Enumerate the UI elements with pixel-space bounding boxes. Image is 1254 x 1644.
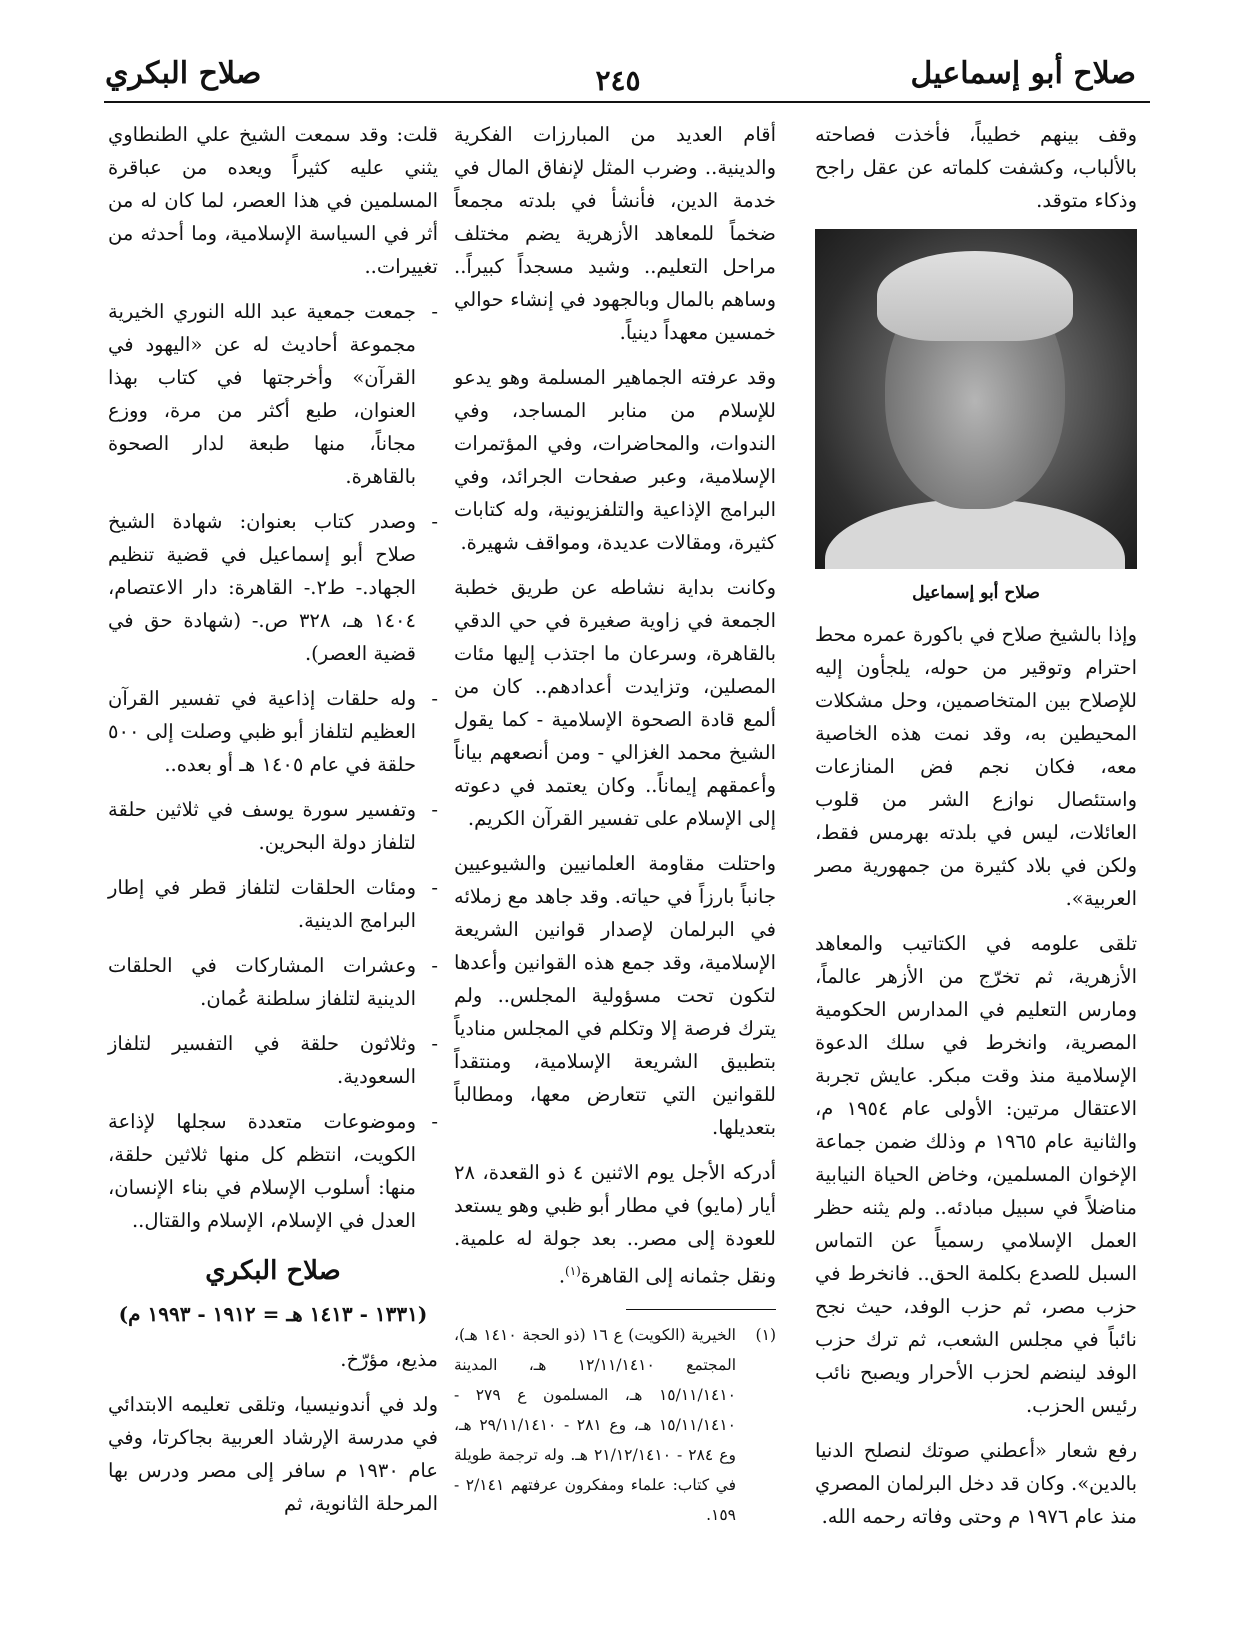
photo-caption: صلاح أبو إسماعيل bbox=[912, 583, 1040, 603]
list-dash: - bbox=[431, 798, 438, 821]
paragraph: قلت: وقد سمعت الشيخ علي الطنطاوي يثني عليه كثيراً ويعده من عباقرة المسلمين في هذا العصر، لما كان له من أثر في السياسة الإسلامية، وما أحدثه من تغييرات.. bbox=[108, 123, 438, 278]
list-item bbox=[108, 295, 438, 493]
paragraph: أقام العديد من المبارزات الفكرية والدينية.. وضرب المثل لإنفاق المال في خدمة الدين، فأنشأ في بلدته مجمعاً ضخماً للمعاهد الأزهرية يضم مختلف مراحل التعليم.. وشيد مسجداً كبيراً.. وساهم بالمال وبالجهود في إنشاء حوالي خمسين معهداً دينياً. bbox=[454, 123, 776, 344]
paragraph: واحتلت مقاومة العلمانيين والشيوعيين جانباً بارزاً في حياته. وقد جاهد مع زملائه في البرلمان لإصدار قوانين الشريعة الإسلامية، وقد جمع هذه القوانين وأعدها لتكون تحت مسؤولية المجلس.. ولم يترك فرصة إلا وتكلم في المجلس منادياً بتطبيق الشريعة الإسلامية، ومنتقداً للقوانين التي تتعارض معها، ومطالباً بتعديلها. bbox=[454, 852, 776, 1139]
list-dash: - bbox=[431, 1110, 438, 1133]
header-rule bbox=[104, 101, 1150, 103]
column-left bbox=[108, 118, 438, 1532]
biography-title: صلاح البكري bbox=[205, 1256, 341, 1286]
footnote bbox=[454, 1320, 776, 1530]
page-number: ٢٤٥ bbox=[595, 64, 641, 97]
list-item-text: وتفسير سورة يوسف في ثلاثين حلقة لتلفاز دولة البحرين. bbox=[108, 798, 416, 854]
list-item-text: وثلاثون حلقة في التفسير لتلفاز السعودية. bbox=[108, 1032, 416, 1088]
list-dash: - bbox=[431, 300, 438, 323]
list-dash: - bbox=[431, 1032, 438, 1055]
list-dash: - bbox=[431, 954, 438, 977]
paragraph: وقف بينهم خطيباً، فأخذت فصاحته بالألباب، وكشفت كلماته عن عقل راجح وذكاء متوقد. bbox=[815, 123, 1137, 212]
paragraph-text: أدركه الأجل يوم الاثنين ٤ ذو القعدة، ٢٨ أيار (مايو) في مطار أبو ظبي وهو يستعد للعودة إلى مصر.. بعد جولة له علمية. ونقل جثمانه إلى القاهرة bbox=[454, 1161, 776, 1288]
list-item bbox=[108, 1027, 438, 1093]
list-item-text: وموضوعات متعددة سجلها لإذاعة الكويت، انتظم كل منها ثلاثين حلقة، منها: أسلوب الإسلام في بناء الإنسان، العدل في الإسلام، الإسلام والقتال.. bbox=[108, 1110, 416, 1232]
paragraph: تلقى علومه في الكتاتيب والمعاهد الأزهرية، ثم تخرّج من الأزهر عالماً، ومارس التعليم في المدارس الحكومية المصرية، وانخرط في سلك الدعوة الإسلامية منذ وقت مبكر. عايش تجربة الاعتقال مرتين: الأولى عام ١٩٥٤ م، والثانية عام ١٩٦٥ م وذلك ضمن جماعة الإخوان المسلمين، وخاض الحياة النيابية مناضلاً في سبيل مبادئه.. ولم يثنه حظر العمل الإسلامي رسمياً عن التماس السبل للصدع بكلمة الحق.. فانخرط في حزب مصر، ثم حزب الوفد، حيث نجح نائباً في مجلس الشعب، ثم ترك حزب الوفد لينضم لحزب الأحرار ويصبح نائب رئيس الحزب. bbox=[815, 932, 1137, 1417]
photo-turban bbox=[877, 251, 1073, 341]
column-middle bbox=[454, 118, 776, 1530]
running-header-right: صلاح أبو إسماعيل bbox=[910, 56, 1136, 91]
footnote-rule bbox=[626, 1309, 776, 1310]
list-dash: - bbox=[431, 510, 438, 533]
list-item bbox=[108, 505, 438, 670]
paragraph: ولد في أندونيسيا، وتلقى تعليمه الابتدائي في مدرسة الإرشاد العربية بجاكرتا، وفي عام ١٩٣٠ م سافر إلى مصر ودرس بها المرحلة الثانوية، ثم bbox=[108, 1393, 438, 1515]
biography-role: مذيع، مؤرّخ. bbox=[340, 1348, 438, 1371]
paragraph: وقد عرفته الجماهير المسلمة وهو يدعو للإسلام من منابر المساجد، وفي الندوات، والمحاضرات، وفي المؤتمرات الإسلامية، وعبر صفحات الجرائد، وفي البرامج الإذاعية والتلفزيونية، وله كتابات كثيرة، ومقالات عديدة، ومواقف شهيرة. bbox=[454, 366, 776, 554]
list-item bbox=[108, 871, 438, 937]
list-item-text: وله حلقات إذاعية في تفسير القرآن العظيم لتلفاز أبو ظبي وصلت إلى ٥٠٠ حلقة في عام ١٤٠٥ هـ أو بعده.. bbox=[108, 687, 416, 776]
list-item-text: وعشرات المشاركات في الحلقات الدينية لتلفاز سلطنة عُمان. bbox=[108, 954, 416, 1010]
paragraph: وإذا بالشيخ صلاح في باكورة عمره محط احترام وتوقير من حوله، يلجأون إليه للإصلاح بين المتخاصمين، وحل مشكلات المحيطين به، وقد نمت هذه الخاصية معه، فكان نجم فض المنازعات واستئصال نوازع الشر من قلوب العائلات، ليس في بلدته بهرمس فقط، ولكن في بلاد كثيرة من جمهورية مصر العربية». bbox=[815, 623, 1137, 910]
list-item bbox=[108, 682, 438, 781]
paragraph: أدركه الأجل يوم الاثنين ٤ ذو القعدة، ٢٨ أيار (مايو) في مطار أبو ظبي وهو يستعد للعودة إلى مصر.. بعد جولة له علمية. ونقل جثمانه إلى القاهرة$^{(١)}$. bbox=[454, 1161, 776, 1288]
footnote-number: (١) bbox=[755, 1325, 776, 1344]
list-dash: - bbox=[431, 876, 438, 899]
list-item-text: وصدر كتاب بعنوان: شهادة الشيخ صلاح أبو إسماعيل في قضية تنظيم الجهاد.- ط٢.- القاهرة: دار الاعتصام، ١٤٠٤ هـ، ٣٢٨ ص.- (شهادة حق في قضية العصر). bbox=[108, 510, 417, 665]
footnote-reference: (١) bbox=[565, 1264, 581, 1278]
list-item bbox=[108, 1105, 438, 1237]
portrait-photo bbox=[815, 229, 1137, 569]
list-item bbox=[108, 949, 438, 1015]
list-dash: - bbox=[431, 687, 438, 710]
biography-dates: (١٣٣١ - ١٤١٣ هـ = ١٩١٢ - ١٩٩٣ م) bbox=[118, 1302, 428, 1326]
list-item-text: جمعت جمعية عبد الله النوري الخيرية مجموعة أحاديث له عن «اليهود في القرآن» وأخرجتها في كتاب بهذا العنوان، طبع أكثر من مرة، ووزع مجاناً، منها طبعة لدار الصحوة بالقاهرة. bbox=[108, 300, 416, 488]
column-right bbox=[815, 118, 1137, 1545]
paragraph: رفع شعار «أعطني صوتك لنصلح الدنيا بالدين». وكان قد دخل البرلمان المصري منذ عام ١٩٧٦ م وحتى وفاته رحمه الله. bbox=[814, 1439, 1137, 1528]
photo-shoulders bbox=[825, 499, 1125, 569]
paragraph: وكانت بداية نشاطه عن طريق خطبة الجمعة في زاوية صغيرة في حي الدقي بالقاهرة، وسرعان ما اجتذب إليها مئات المصلين، وتزايدت أعدادهم.. كان من ألمع قادة الصحوة الإسلامية - كما يقول الشيخ محمد الغزالي - ومن أنصعهم بياناً وأعمقهم إيماناً.. وكان يعتمد في دعوته إلى الإسلام على تفسير القرآن الكريم. bbox=[454, 576, 776, 830]
list-item bbox=[108, 793, 438, 859]
running-header-left: صلاح البكري bbox=[105, 56, 262, 91]
footnote-text: الخيرية (الكويت) ع ١٦ (ذو الحجة ١٤١٠ هـ)، المجتمع ١٢/١١/١٤١٠ هـ، المدينة ١٥/١١/١٤١٠ هـ، المسلمون ع ٢٧٩ - ١٥/١١/١٤١٠ هـ، وع ٢٨١ - ٢٩/١١/١٤١٠ هـ، وع ٢٨٤ - ٢١/١٢/١٤١٠ هـ. وله ترجمة طويلة في كتاب: علماء ومفكرون عرفتهم ٢/١٤١ - ١٥٩. bbox=[454, 1325, 737, 1524]
list-item-text: ومئات الحلقات لتلفاز قطر في إطار البرامج الدينية. bbox=[108, 876, 416, 932]
